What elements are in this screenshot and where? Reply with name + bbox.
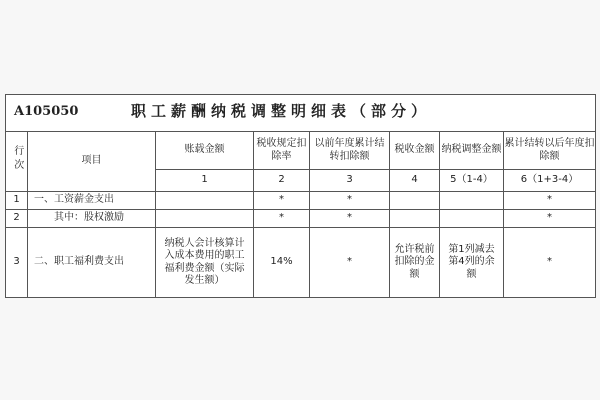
row-col1	[156, 210, 254, 228]
header-col2: 税收规定扣除率	[254, 132, 310, 170]
form-title: 职工薪酬纳税调整明细表（部分）	[131, 102, 432, 120]
row-col2: 14%	[254, 228, 310, 298]
col-number-6: 6（1+3-4）	[504, 170, 596, 192]
row-col5: 第1列减去第4列的余额	[440, 228, 504, 298]
col-number-3: 3	[310, 170, 390, 192]
header-col3: 以前年度累计结转扣除额	[310, 132, 390, 170]
row-item: 一、工资薪金支出	[28, 192, 156, 210]
row-col6: *	[504, 228, 596, 298]
row-number: 3	[6, 228, 28, 298]
header-col1: 账载金额	[156, 132, 254, 170]
tax-adjustment-table	[5, 94, 596, 298]
row-col3: *	[310, 192, 390, 210]
row-col1	[156, 192, 254, 210]
row-col3: *	[310, 210, 390, 228]
row-col5	[440, 210, 504, 228]
col-number-1: 1	[156, 170, 254, 192]
header-row-no-label: 行次	[11, 145, 23, 174]
row-col6: *	[504, 210, 596, 228]
row-col6: *	[504, 192, 596, 210]
table-row	[6, 210, 596, 228]
header-col5: 纳税调整金额	[440, 132, 504, 170]
header-row-no	[6, 132, 28, 192]
row-col3: *	[310, 228, 390, 298]
row-col2: *	[254, 192, 310, 210]
row-number: 2	[6, 210, 28, 228]
col-number-5: 5（1-4）	[440, 170, 504, 192]
row-col4	[390, 192, 440, 210]
row-item: 其中：股权激励	[28, 210, 156, 228]
row-col2: *	[254, 210, 310, 228]
header-col6: 累计结转以后年度扣除额	[504, 132, 596, 170]
table-row	[6, 192, 596, 210]
row-col1: 纳税人会计核算计入成本费用的职工福利费金额（实际发生额）	[156, 228, 254, 298]
title-cell	[6, 95, 596, 132]
row-col4: 允许税前扣除的金额	[390, 228, 440, 298]
header-col4: 税收金额	[390, 132, 440, 170]
col-number-2: 2	[254, 170, 310, 192]
table-row	[6, 228, 596, 298]
row-col4	[390, 210, 440, 228]
form-code: A105050	[14, 104, 79, 119]
header-item: 项目	[28, 132, 156, 192]
row-col5	[440, 192, 504, 210]
row-item: 二、职工福利费支出	[28, 228, 156, 298]
header-row	[6, 132, 596, 170]
row-number: 1	[6, 192, 28, 210]
title-row	[6, 95, 596, 132]
col-number-4: 4	[390, 170, 440, 192]
